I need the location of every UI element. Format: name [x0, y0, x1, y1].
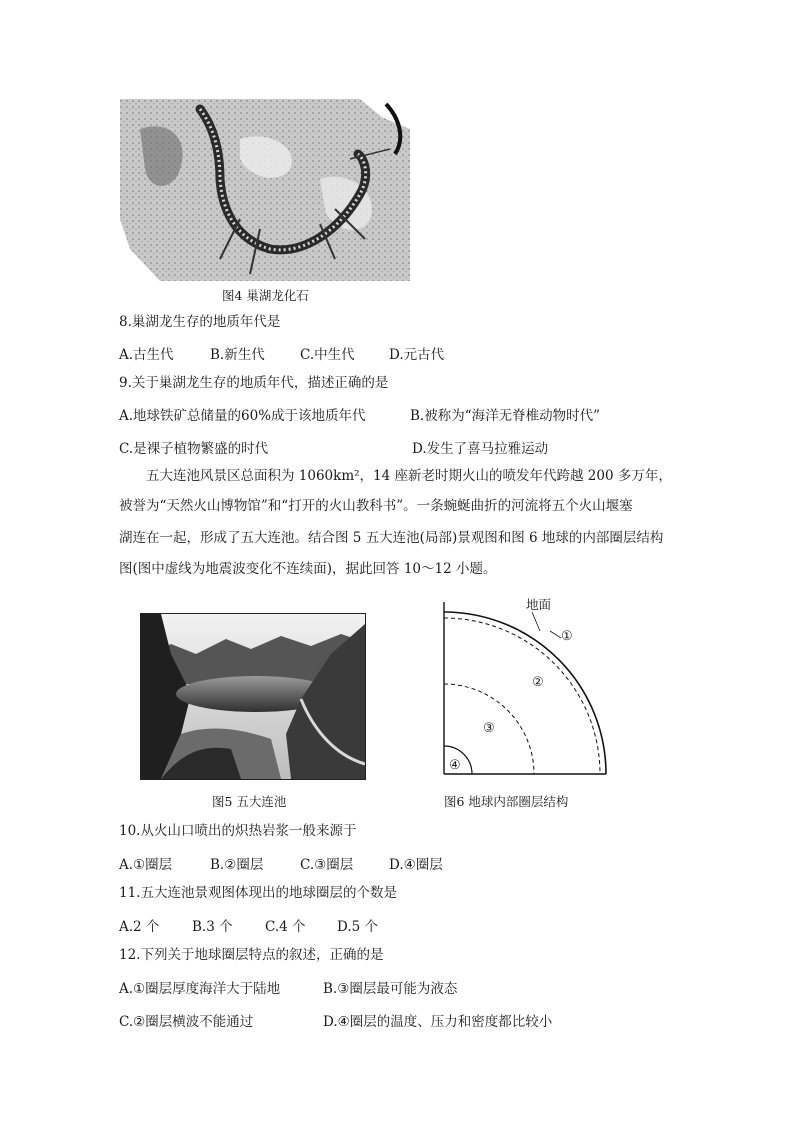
layer-2-label: ②	[532, 675, 544, 690]
q10-option-c: C.③圈层	[300, 857, 354, 873]
q12-stem: 12.下列关于地球圈层特点的叙述，正确的是	[119, 947, 384, 963]
q9-stem: 9.关于巢湖龙生存的地质年代，描述正确的是	[119, 375, 389, 391]
q10-stem: 10.从火山口喷出的炽热岩浆一般来源于	[119, 823, 357, 839]
q9-option-b: B.被称为“海洋无脊椎动物时代”	[410, 408, 601, 424]
earth-layers-svg	[440, 598, 610, 780]
fossil-illustration	[120, 99, 410, 281]
surface-label: 地面	[526, 597, 552, 612]
passage-line-2: 被誉为“天然火山博物馆”和“打开的火山教科书”。一条蜿蜒曲折的河流将五个火山堰塞	[119, 498, 633, 514]
q12-option-d: D.④圈层的温度、压力和密度都比较小	[323, 1014, 553, 1030]
q8-option-a: A.古生代	[119, 347, 174, 363]
q9-option-a: A.地球铁矿总储量的60%成于该地质年代	[119, 408, 366, 424]
q8-option-b: B.新生代	[210, 347, 265, 363]
earth-layers-diagram	[440, 598, 610, 780]
layer-3-label: ③	[483, 721, 495, 736]
q11-option-b: B.3 个	[192, 919, 233, 935]
passage-line-3: 湖连在一起，形成了五大连池。结合图 5 五大连池(局部)景观图和图 6 地球的内部圈层结构	[119, 530, 664, 546]
q10-option-d: D.④圈层	[389, 857, 443, 873]
lake-illustration	[141, 614, 365, 779]
fossil-photo	[120, 99, 410, 281]
moho-discontinuity	[444, 618, 600, 774]
q12-option-b: B.③圈层最可能为液态	[323, 981, 458, 997]
q9-option-d: D.发生了喜马拉雅运动	[412, 441, 549, 457]
q11-option-d: D.5 个	[337, 919, 379, 935]
q8-option-c: C.中生代	[300, 347, 355, 363]
lake-photo	[140, 613, 366, 780]
fig4-caption: 图4 巢湖龙化石	[222, 288, 309, 303]
fig5-caption: 图5 五大连池	[212, 794, 287, 809]
q12-option-c: C.②圈层横波不能通过	[119, 1014, 254, 1030]
passage-line-1-text: 五大连池风景区总面积为 1060km²，14 座新老时期火山的喷发年代跨越 200 多万年，	[146, 468, 672, 484]
passage-line-4: 图(图中虚线为地震波变化不连续面)，据此回答 10～12 小题。	[119, 561, 497, 577]
surface-arc	[444, 612, 606, 774]
q11-option-c: C.4 个	[265, 919, 306, 935]
surface-leader-line	[532, 612, 540, 631]
q8-stem: 8.巢湖龙生存的地质年代是	[119, 314, 281, 330]
fig6-caption: 图6 地球内部圈层结构	[444, 794, 569, 809]
layer-1-label: ①	[561, 629, 573, 644]
q9-option-c: C.是裸子植物繁盛的时代	[119, 441, 269, 457]
q10-option-a: A.①圈层	[119, 857, 173, 873]
q11-stem: 11.五大连池景观图体现出的地球圈层的个数是	[119, 885, 397, 901]
passage-line-1	[146, 467, 672, 485]
q8-option-d: D.元古代	[389, 347, 445, 363]
q12-option-a: A.①圈层厚度海洋大于陆地	[119, 981, 281, 997]
layer1-leader-line	[550, 631, 561, 638]
q11-option-a: A.2 个	[119, 919, 160, 935]
q10-option-b: B.②圈层	[210, 857, 264, 873]
layer-4-label: ④	[449, 758, 461, 773]
